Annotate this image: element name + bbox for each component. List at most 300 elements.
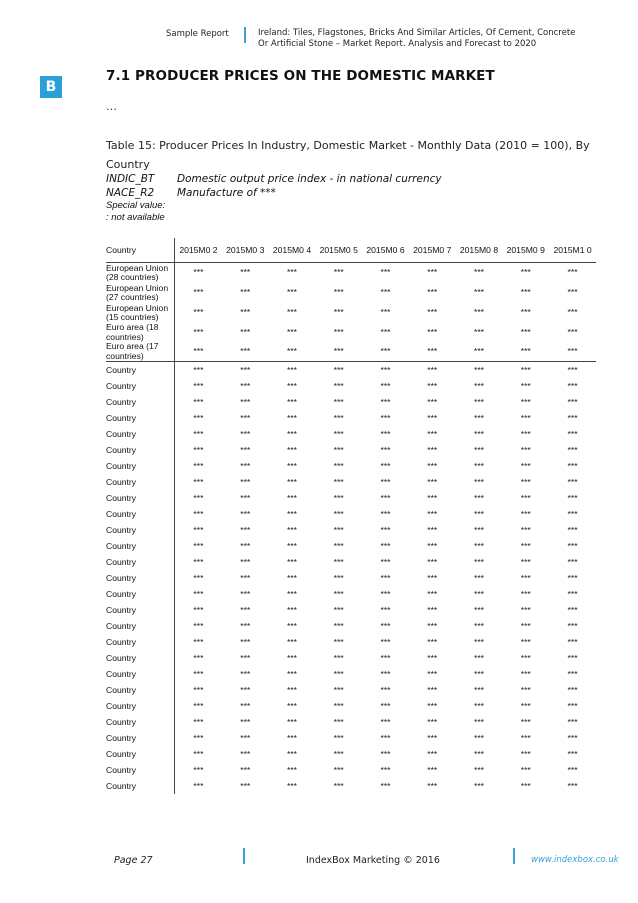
value-cell: *** (333, 541, 344, 551)
footer-copyright: IndexBox Marketing © 2016 (306, 855, 440, 866)
value-cell: *** (473, 287, 485, 298)
value-cell: *** (333, 557, 344, 567)
row-label: Country (106, 362, 175, 379)
value-cell: *** (473, 429, 485, 439)
value-cell: *** (193, 326, 204, 337)
row-label: European Union (28 countries) (106, 263, 175, 284)
value-cell: *** (520, 557, 531, 567)
row-label: Country (106, 730, 175, 746)
value-cell: *** (193, 589, 204, 599)
value-cell: *** (333, 733, 344, 743)
value-cell: *** (567, 765, 578, 775)
value-cell: *** (240, 397, 251, 407)
value-cell: *** (380, 717, 391, 727)
value-cell: *** (240, 717, 251, 727)
value-cell: *** (333, 589, 344, 599)
value-cell: *** (427, 267, 438, 278)
value-cell: *** (427, 701, 438, 711)
value-cell: *** (286, 701, 298, 711)
value-cell: *** (286, 781, 298, 791)
row-label: Country (106, 394, 175, 410)
omitted-text-ellipsis: … (106, 100, 117, 113)
value-cell: *** (427, 669, 438, 679)
value-cell: *** (193, 605, 204, 615)
value-cell: *** (380, 605, 391, 615)
value-cell: *** (427, 429, 438, 439)
value-cell: *** (286, 509, 298, 519)
column-header-period: 2015M0 8 (456, 238, 503, 263)
table-row (106, 323, 596, 342)
value-cell: *** (286, 525, 298, 535)
row-label: Country (106, 586, 175, 602)
value-cell: *** (567, 589, 578, 599)
value-cell: *** (567, 637, 578, 647)
column-header-country: Country (106, 238, 175, 263)
value-cell: *** (520, 685, 531, 695)
footer-website-link[interactable]: www.indexbox.co.uk (531, 855, 619, 865)
value-cell: *** (333, 365, 344, 375)
value-cell: *** (286, 637, 298, 647)
footer-divider-right (513, 848, 515, 864)
not-available-legend: : not available (106, 212, 165, 223)
value-cell: *** (567, 621, 578, 631)
value-cell: *** (380, 653, 391, 663)
value-cell: *** (240, 605, 251, 615)
value-cell: *** (567, 429, 578, 439)
value-cell: *** (473, 669, 485, 679)
value-cell: *** (333, 509, 344, 519)
producer-prices-table (106, 238, 596, 794)
row-label: Country (106, 410, 175, 426)
value-cell: *** (240, 701, 251, 711)
table-row (106, 762, 596, 778)
value-cell: *** (567, 493, 578, 503)
value-cell: *** (193, 493, 204, 503)
value-cell: *** (333, 445, 344, 455)
value-cell: *** (333, 326, 344, 337)
header-report-type: Sample Report (166, 29, 229, 39)
value-cell: *** (380, 589, 391, 599)
value-cell: *** (380, 429, 391, 439)
value-cell: *** (473, 733, 485, 743)
value-cell: *** (427, 525, 438, 535)
table-row (106, 410, 596, 426)
column-header-period: 2015M0 7 (409, 238, 456, 263)
header-divider (244, 27, 246, 43)
table-row (106, 666, 596, 682)
value-cell: *** (520, 307, 531, 318)
value-cell: *** (193, 621, 204, 631)
value-cell: *** (286, 413, 298, 423)
value-cell: *** (567, 573, 578, 583)
value-cell: *** (286, 326, 298, 337)
column-header-period: 2015M0 4 (269, 238, 316, 263)
value-cell: *** (409, 342, 456, 362)
value-cell: *** (240, 589, 251, 599)
value-cell: *** (333, 669, 344, 679)
table-row (106, 426, 596, 442)
value-cell: *** (380, 413, 391, 423)
value-cell: *** (193, 541, 204, 551)
table-row (106, 714, 596, 730)
value-cell: *** (427, 621, 438, 631)
value-cell: *** (427, 605, 438, 615)
value-cell: *** (240, 413, 251, 423)
value-cell: *** (240, 749, 251, 759)
value-cell: *** (380, 267, 391, 278)
value-cell: *** (333, 605, 344, 615)
row-label: Country (106, 538, 175, 554)
row-label: Country (106, 714, 175, 730)
header-report-title: Ireland: Tiles, Flagstones, Bricks And Similar Articles, Of Cement, Concrete Or Artificial Stone – Market Report. Analysis and Forecast to 2020 (258, 28, 576, 49)
row-label: Country (106, 554, 175, 570)
value-cell: *** (473, 397, 485, 407)
value-cell: *** (567, 413, 578, 423)
value-cell: *** (427, 717, 438, 727)
value-cell: *** (427, 765, 438, 775)
aggregate-rows (106, 263, 596, 362)
value-cell: *** (567, 605, 578, 615)
row-label: Country (106, 458, 175, 474)
row-label: Country (106, 442, 175, 458)
value-cell: *** (193, 307, 204, 318)
value-cell: *** (240, 525, 251, 535)
value-cell: *** (520, 413, 531, 423)
value-cell: *** (567, 445, 578, 455)
value-cell: *** (286, 461, 298, 471)
value-cell: *** (473, 717, 485, 727)
value-cell: *** (193, 445, 204, 455)
value-cell: *** (427, 326, 438, 337)
table-row (106, 618, 596, 634)
row-label: Euro area (17 countries) (106, 342, 175, 362)
indic-value: Domestic output price index - in national currency (177, 173, 442, 185)
value-cell: *** (240, 509, 251, 519)
value-cell: *** (193, 717, 204, 727)
value-cell: *** (473, 637, 485, 647)
indic-key: INDIC_BT (106, 173, 155, 185)
value-cell: *** (240, 307, 251, 318)
value-cell: *** (193, 397, 204, 407)
value-cell: *** (427, 509, 438, 519)
value-cell: *** (520, 509, 531, 519)
value-cell: *** (240, 621, 251, 631)
value-cell: *** (567, 701, 578, 711)
value-cell: *** (427, 493, 438, 503)
value-cell: *** (473, 557, 485, 567)
country-rows (106, 362, 596, 795)
value-cell: *** (427, 381, 438, 391)
value-cell: *** (520, 461, 531, 471)
value-cell: *** (333, 621, 344, 631)
value-cell: *** (240, 765, 251, 775)
value-cell: *** (456, 342, 503, 362)
value-cell: *** (549, 342, 596, 362)
table-row (106, 778, 596, 794)
value-cell: *** (193, 733, 204, 743)
value-cell: *** (193, 287, 204, 298)
value-cell: *** (333, 413, 344, 423)
value-cell: *** (427, 413, 438, 423)
value-cell: *** (427, 653, 438, 663)
value-cell: *** (427, 781, 438, 791)
value-cell: *** (333, 267, 344, 278)
value-cell: *** (380, 701, 391, 711)
row-label: Country (106, 650, 175, 666)
table-row (106, 586, 596, 602)
value-cell: *** (473, 477, 485, 487)
value-cell: *** (427, 557, 438, 567)
value-cell: *** (427, 287, 438, 298)
value-cell: *** (193, 749, 204, 759)
value-cell: *** (380, 541, 391, 551)
value-cell: *** (333, 765, 344, 775)
footer-divider-left (243, 848, 245, 864)
value-cell: *** (333, 685, 344, 695)
value-cell: *** (567, 365, 578, 375)
value-cell: *** (193, 525, 204, 535)
value-cell: *** (520, 573, 531, 583)
value-cell: *** (362, 342, 409, 362)
value-cell: *** (520, 637, 531, 647)
value-cell: *** (567, 307, 578, 318)
value-cell: *** (567, 477, 578, 487)
column-header-period: 2015M0 3 (222, 238, 269, 263)
row-label: Country (106, 426, 175, 442)
value-cell: *** (473, 573, 485, 583)
value-cell: *** (286, 589, 298, 599)
value-cell: *** (520, 477, 531, 487)
value-cell: *** (520, 701, 531, 711)
row-label: Country (106, 506, 175, 522)
nace-row (106, 186, 442, 200)
value-cell: *** (380, 525, 391, 535)
value-cell: *** (240, 381, 251, 391)
value-cell: *** (380, 621, 391, 631)
value-cell: *** (520, 381, 531, 391)
row-label: European Union (15 countries) (106, 303, 175, 323)
value-cell: *** (473, 365, 485, 375)
value-cell: *** (520, 397, 531, 407)
value-cell: *** (427, 307, 438, 318)
value-cell: *** (380, 637, 391, 647)
value-cell: *** (240, 429, 251, 439)
value-cell: *** (473, 701, 485, 711)
value-cell: *** (286, 307, 298, 318)
value-cell: *** (473, 413, 485, 423)
row-label: Country (106, 698, 175, 714)
value-cell: *** (193, 477, 204, 487)
value-cell: *** (380, 781, 391, 791)
value-cell: *** (567, 717, 578, 727)
value-cell: *** (427, 477, 438, 487)
value-cell: *** (380, 685, 391, 695)
value-cell: *** (520, 326, 531, 337)
value-cell: *** (222, 342, 269, 362)
value-cell: *** (240, 461, 251, 471)
column-header-period: 2015M0 2 (175, 238, 222, 263)
table-row (106, 538, 596, 554)
value-cell: *** (333, 749, 344, 759)
value-cell: *** (193, 381, 204, 391)
value-cell: *** (567, 461, 578, 471)
value-cell: *** (193, 701, 204, 711)
table-row (106, 378, 596, 394)
value-cell: *** (567, 287, 578, 298)
value-cell: *** (286, 605, 298, 615)
value-cell: *** (567, 733, 578, 743)
value-cell: *** (427, 365, 438, 375)
value-cell: *** (427, 397, 438, 407)
value-cell: *** (286, 765, 298, 775)
table-row (106, 570, 596, 586)
value-cell: *** (333, 525, 344, 535)
value-cell: *** (380, 765, 391, 775)
value-cell: *** (567, 381, 578, 391)
value-cell: *** (286, 287, 298, 298)
value-cell: *** (520, 733, 531, 743)
value-cell: *** (473, 541, 485, 551)
value-cell: *** (520, 541, 531, 551)
value-cell: *** (193, 557, 204, 567)
value-cell: *** (333, 701, 344, 711)
table-row (106, 490, 596, 506)
value-cell: *** (193, 781, 204, 791)
value-cell: *** (333, 637, 344, 647)
value-cell: *** (286, 541, 298, 551)
value-cell: *** (240, 365, 251, 375)
value-cell: *** (427, 749, 438, 759)
value-cell: *** (473, 589, 485, 599)
value-cell: *** (567, 525, 578, 535)
value-cell: *** (240, 669, 251, 679)
row-label: Country (106, 778, 175, 794)
section-title: 7.1 PRODUCER PRICES ON THE DOMESTIC MARKET (106, 68, 495, 84)
table-row (106, 730, 596, 746)
value-cell: *** (567, 397, 578, 407)
value-cell: *** (286, 381, 298, 391)
value-cell: *** (193, 765, 204, 775)
value-cell: *** (286, 717, 298, 727)
table-row (106, 698, 596, 714)
value-cell: *** (567, 669, 578, 679)
table-header-row (106, 238, 596, 263)
value-cell: *** (520, 669, 531, 679)
value-cell: *** (380, 573, 391, 583)
value-cell: *** (333, 653, 344, 663)
value-cell: *** (240, 326, 251, 337)
value-cell: *** (473, 685, 485, 695)
value-cell: *** (473, 653, 485, 663)
value-cell: *** (286, 493, 298, 503)
value-cell: *** (380, 733, 391, 743)
value-cell: *** (380, 365, 391, 375)
value-cell: *** (286, 621, 298, 631)
special-value-label: Special value: (106, 200, 166, 211)
value-cell: *** (333, 381, 344, 391)
column-header-period: 2015M0 5 (315, 238, 362, 263)
value-cell: *** (193, 669, 204, 679)
row-label: Euro area (18 countries) (106, 323, 175, 342)
value-cell: *** (567, 509, 578, 519)
value-cell: *** (380, 326, 391, 337)
value-cell: *** (520, 525, 531, 535)
value-cell: *** (427, 573, 438, 583)
table-row (106, 362, 596, 379)
column-header-period: 2015M0 6 (362, 238, 409, 263)
value-cell: *** (520, 717, 531, 727)
value-cell: *** (520, 429, 531, 439)
value-cell: *** (240, 477, 251, 487)
value-cell: *** (175, 342, 222, 362)
value-cell: *** (427, 445, 438, 455)
row-label: Country (106, 522, 175, 538)
value-cell: *** (380, 749, 391, 759)
value-cell: *** (380, 509, 391, 519)
value-cell: *** (567, 781, 578, 791)
value-cell: *** (286, 397, 298, 407)
value-cell: *** (269, 342, 316, 362)
table-row (106, 634, 596, 650)
value-cell: *** (567, 326, 578, 337)
value-cell: *** (286, 733, 298, 743)
nace-key: NACE_R2 (106, 187, 155, 199)
table-row (106, 394, 596, 410)
table-row (106, 474, 596, 490)
row-label: Country (106, 746, 175, 762)
table-caption: Table 15: Producer Prices In Industry, Domestic Market - Monthly Data (2010 = 100), By Country (106, 139, 590, 171)
value-cell: *** (380, 557, 391, 567)
value-cell: *** (286, 685, 298, 695)
value-cell: *** (380, 669, 391, 679)
value-cell: *** (286, 445, 298, 455)
value-cell: *** (520, 781, 531, 791)
value-cell: *** (193, 653, 204, 663)
value-cell: *** (520, 493, 531, 503)
row-label: Country (106, 570, 175, 586)
value-cell: *** (473, 307, 485, 318)
value-cell: *** (473, 749, 485, 759)
value-cell: *** (286, 365, 298, 375)
value-cell: *** (473, 381, 485, 391)
value-cell: *** (520, 765, 531, 775)
value-cell: *** (193, 365, 204, 375)
table-row (106, 283, 596, 303)
value-cell: *** (240, 733, 251, 743)
value-cell: *** (427, 733, 438, 743)
value-cell: *** (240, 653, 251, 663)
value-cell: *** (240, 573, 251, 583)
value-cell: *** (567, 653, 578, 663)
value-cell: *** (193, 461, 204, 471)
value-cell: *** (473, 461, 485, 471)
value-cell: *** (567, 541, 578, 551)
table-row (106, 650, 596, 666)
value-cell: *** (193, 509, 204, 519)
row-label: Country (106, 490, 175, 506)
footer-page-number: Page 27 (114, 855, 153, 866)
table-row (106, 602, 596, 618)
value-cell: *** (380, 477, 391, 487)
value-cell: *** (473, 765, 485, 775)
value-cell: *** (240, 493, 251, 503)
nace-value: Manufacture of *** (177, 187, 276, 199)
table-row (106, 746, 596, 762)
table-row (106, 522, 596, 538)
row-label: Country (106, 378, 175, 394)
value-cell: *** (333, 287, 344, 298)
column-header-period: 2015M1 0 (549, 238, 596, 263)
